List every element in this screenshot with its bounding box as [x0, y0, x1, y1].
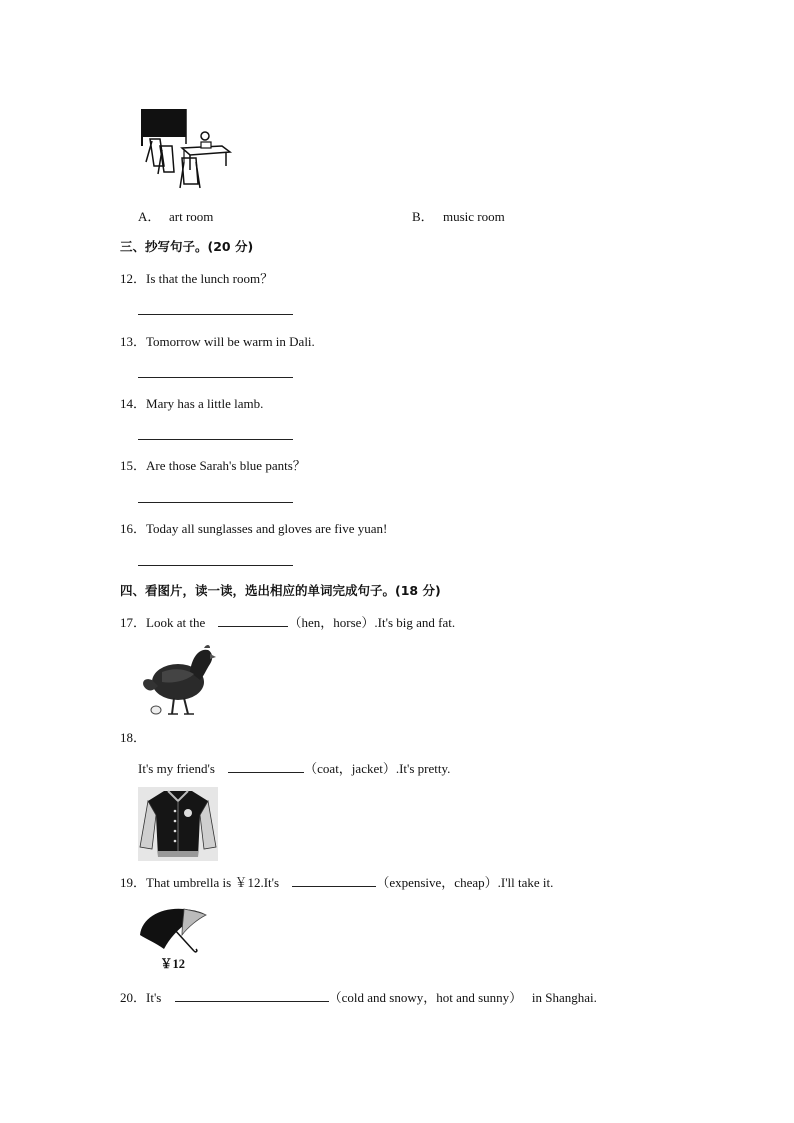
question-text: Mary has a little lamb. [146, 396, 264, 411]
question-13 [120, 334, 315, 350]
question-number: 15． [120, 458, 147, 473]
question-text: Is that the lunch room？ [146, 271, 274, 286]
word-options: （coat，jacket） [304, 761, 396, 776]
question-12 [120, 271, 273, 287]
answer-line-16[interactable] [138, 565, 293, 566]
answer-blank-20[interactable] [175, 989, 329, 1002]
question-text-after: in Shanghai. [531, 990, 597, 1005]
question-18 [138, 760, 450, 777]
hen-image [138, 642, 216, 716]
question-number: 20． [120, 990, 147, 1005]
question-18-number: 18． [120, 730, 147, 745]
question-text-after: .I'll take it. [497, 875, 554, 890]
section4-heading: 四、看图片，读一读，选出相应的单词完成句子。(18 分) [120, 583, 441, 598]
question-14 [120, 396, 263, 412]
art-room-image [138, 106, 234, 190]
word-options: （hen，horse） [288, 615, 375, 630]
answer-line-15[interactable] [138, 502, 293, 503]
option-b-letter: B． [412, 209, 434, 224]
question-text-after: .It's big and fat. [374, 615, 456, 630]
question-20 [120, 989, 597, 1006]
question-19 [120, 874, 553, 891]
question-text: Today all sunglasses and gloves are five yuan! [146, 521, 388, 536]
question-17 [120, 614, 455, 631]
answer-blank-17[interactable] [218, 614, 288, 627]
section3-heading: 三、抄写句子。(20 分) [120, 239, 254, 254]
question-text-before: It's my friend's [138, 761, 215, 776]
question-16 [120, 521, 387, 537]
question-text: Tomorrow will be warm in Dali. [146, 334, 315, 349]
umbrella-image [136, 905, 210, 955]
word-options: （expensive，cheap） [376, 875, 498, 890]
option-a-letter: A． [138, 209, 161, 224]
option-a-text: art room [169, 209, 214, 224]
question-15 [120, 458, 306, 474]
question-text-before: Look at the [146, 615, 206, 630]
price-label: ￥12 [160, 957, 186, 971]
answer-blank-19[interactable] [292, 874, 376, 887]
answer-blank-18[interactable] [228, 760, 304, 773]
word-options: （cold and snowy，hot and sunny） [328, 990, 523, 1005]
question-number: 16． [120, 521, 147, 536]
question-number: 19． [120, 875, 147, 890]
question-text: Are those Sarah's blue pants？ [146, 458, 306, 473]
question-text-before: That umbrella is ￥12.It's [146, 875, 280, 890]
question-text-after: .It's pretty. [395, 761, 451, 776]
question-number: 17． [120, 615, 147, 630]
option-b-text: music room [443, 209, 505, 224]
answer-line-12[interactable] [138, 314, 293, 315]
answer-line-14[interactable] [138, 439, 293, 440]
question-number: 13． [120, 334, 147, 349]
question-number: 12． [120, 271, 147, 286]
answer-line-13[interactable] [138, 377, 293, 378]
question-text-before: It's [146, 990, 162, 1005]
jacket-image [138, 787, 218, 861]
question-number: 14． [120, 396, 147, 411]
